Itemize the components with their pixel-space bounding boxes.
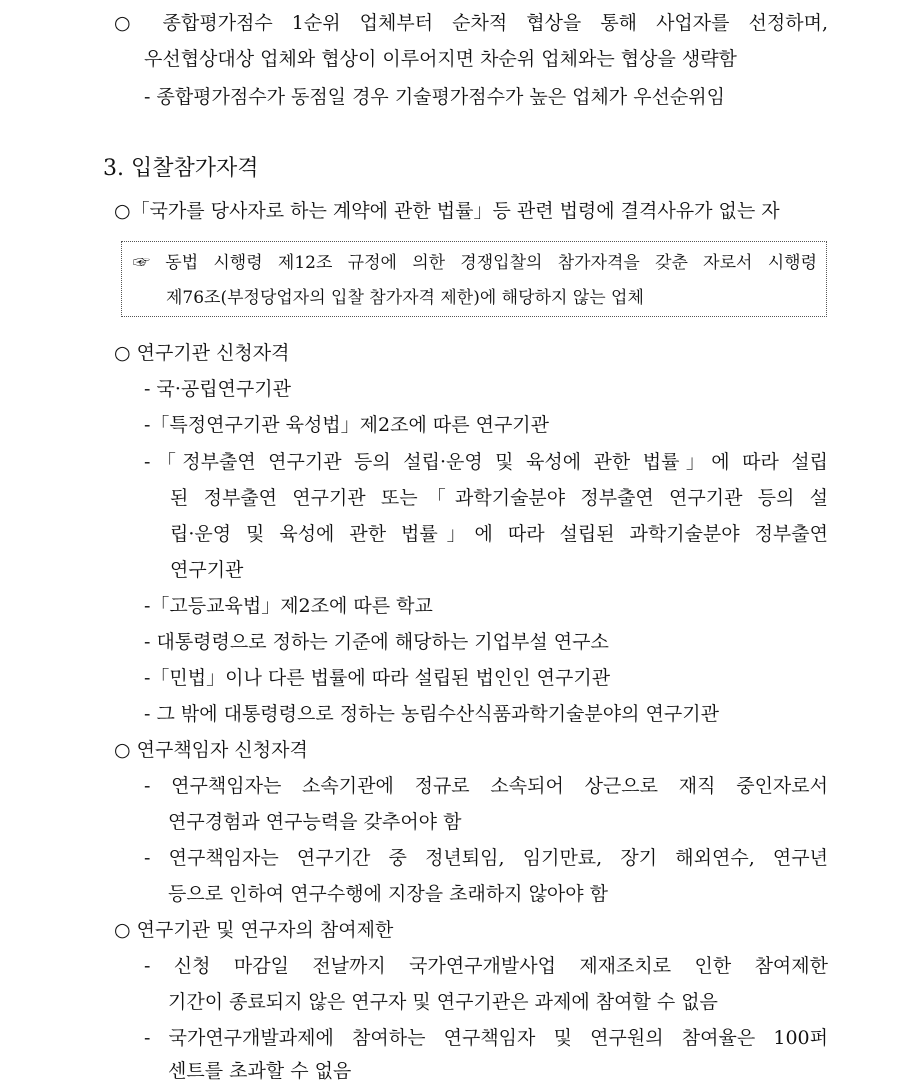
evaluation-line-3: - 종합평가점수가 동점일 경우 기술평가점수가 높은 업체가 우선순위임 [144,86,725,108]
researcher-title: ○ 연구책임자 신청자격 [114,739,308,761]
evaluation-line-1: ○ 종합평가점수 1순위 업체부터 순차적 협상을 통해 사업자를 선정하며, [114,12,828,34]
restriction-line-4: 센트를 초과할 수 없음 [168,1060,352,1082]
evaluation-line-2: 우선협상대상 업체와 협상이 이루어지면 차순위 업체와는 협상을 생략함 [144,48,737,70]
institution-line-1: - 국·공립연구기관 [144,378,291,400]
note-line-1: ☞ 동법 시행령 제12조 규정에 의한 경쟁입찰의 참가자격을 갖춘 자로서 시행령 [133,253,817,273]
institution-line-6: 연구기관 [170,559,244,581]
institution-line-8: - 대통령령으로 정하는 기준에 해당하는 기업부설 연구소 [144,631,609,653]
restriction-title: ○ 연구기관 및 연구자의 참여제한 [114,919,394,941]
institution-line-3: -「정부출연 연구기관 등의 설립·운영 및 육성에 관한 법률」에 따라 설립 [144,451,828,473]
note-line-2: 제76조(부정당업자의 입찰 참가자격 제한)에 해당하지 않는 업체 [166,288,644,308]
researcher-line-2: 연구경험과 연구능력을 갖추어야 함 [168,811,462,833]
institution-line-10: - 그 밖에 대통령령으로 정하는 농림수산식품과학기술분야의 연구기관 [144,703,719,725]
researcher-line-3: - 연구책임자는 연구기간 중 정년퇴임, 임기만료, 장기 해외연수, 연구년 [144,847,828,869]
section-heading: 3. 입찰참가자격 [103,156,259,181]
researcher-line-4: 등으로 인하여 연구수행에 지장을 초래하지 않아야 함 [168,883,609,905]
researcher-line-1: - 연구책임자는 소속기관에 정규로 소속되어 상근으로 재직 중인자로서 [144,775,828,797]
restriction-line-3: - 국가연구개발과제에 참여하는 연구책임자 및 연구원의 참여율은 100퍼 [144,1027,828,1049]
note-box [121,241,827,317]
institution-line-7: -「고등교육법」제2조에 따른 학교 [144,595,433,617]
eligibility-item: ○「국가를 당사자로 하는 계약에 관한 법률」등 관련 법령에 결격사유가 없는 자 [114,200,780,222]
institution-line-4: 된 정부출연 연구기관 또는「과학기술분야 정부출연 연구기관 등의 설 [170,487,828,509]
institution-line-2: -「특정연구기관 육성법」제2조에 따른 연구기관 [144,414,549,436]
restriction-line-1: - 신청 마감일 전날까지 국가연구개발사업 제재조치로 인한 참여제한 [144,955,828,977]
restriction-line-2: 기간이 종료되지 않은 연구자 및 연구기관은 과제에 참여할 수 없음 [168,991,718,1013]
institution-line-5: 립·운영 및 육성에 관한 법률」에 따라 설립된 과학기술분야 정부출연 [170,523,828,545]
institution-line-9: -「민법」이나 다른 법률에 따라 설립된 법인인 연구기관 [144,667,611,689]
institution-title: ○ 연구기관 신청자격 [114,342,290,364]
